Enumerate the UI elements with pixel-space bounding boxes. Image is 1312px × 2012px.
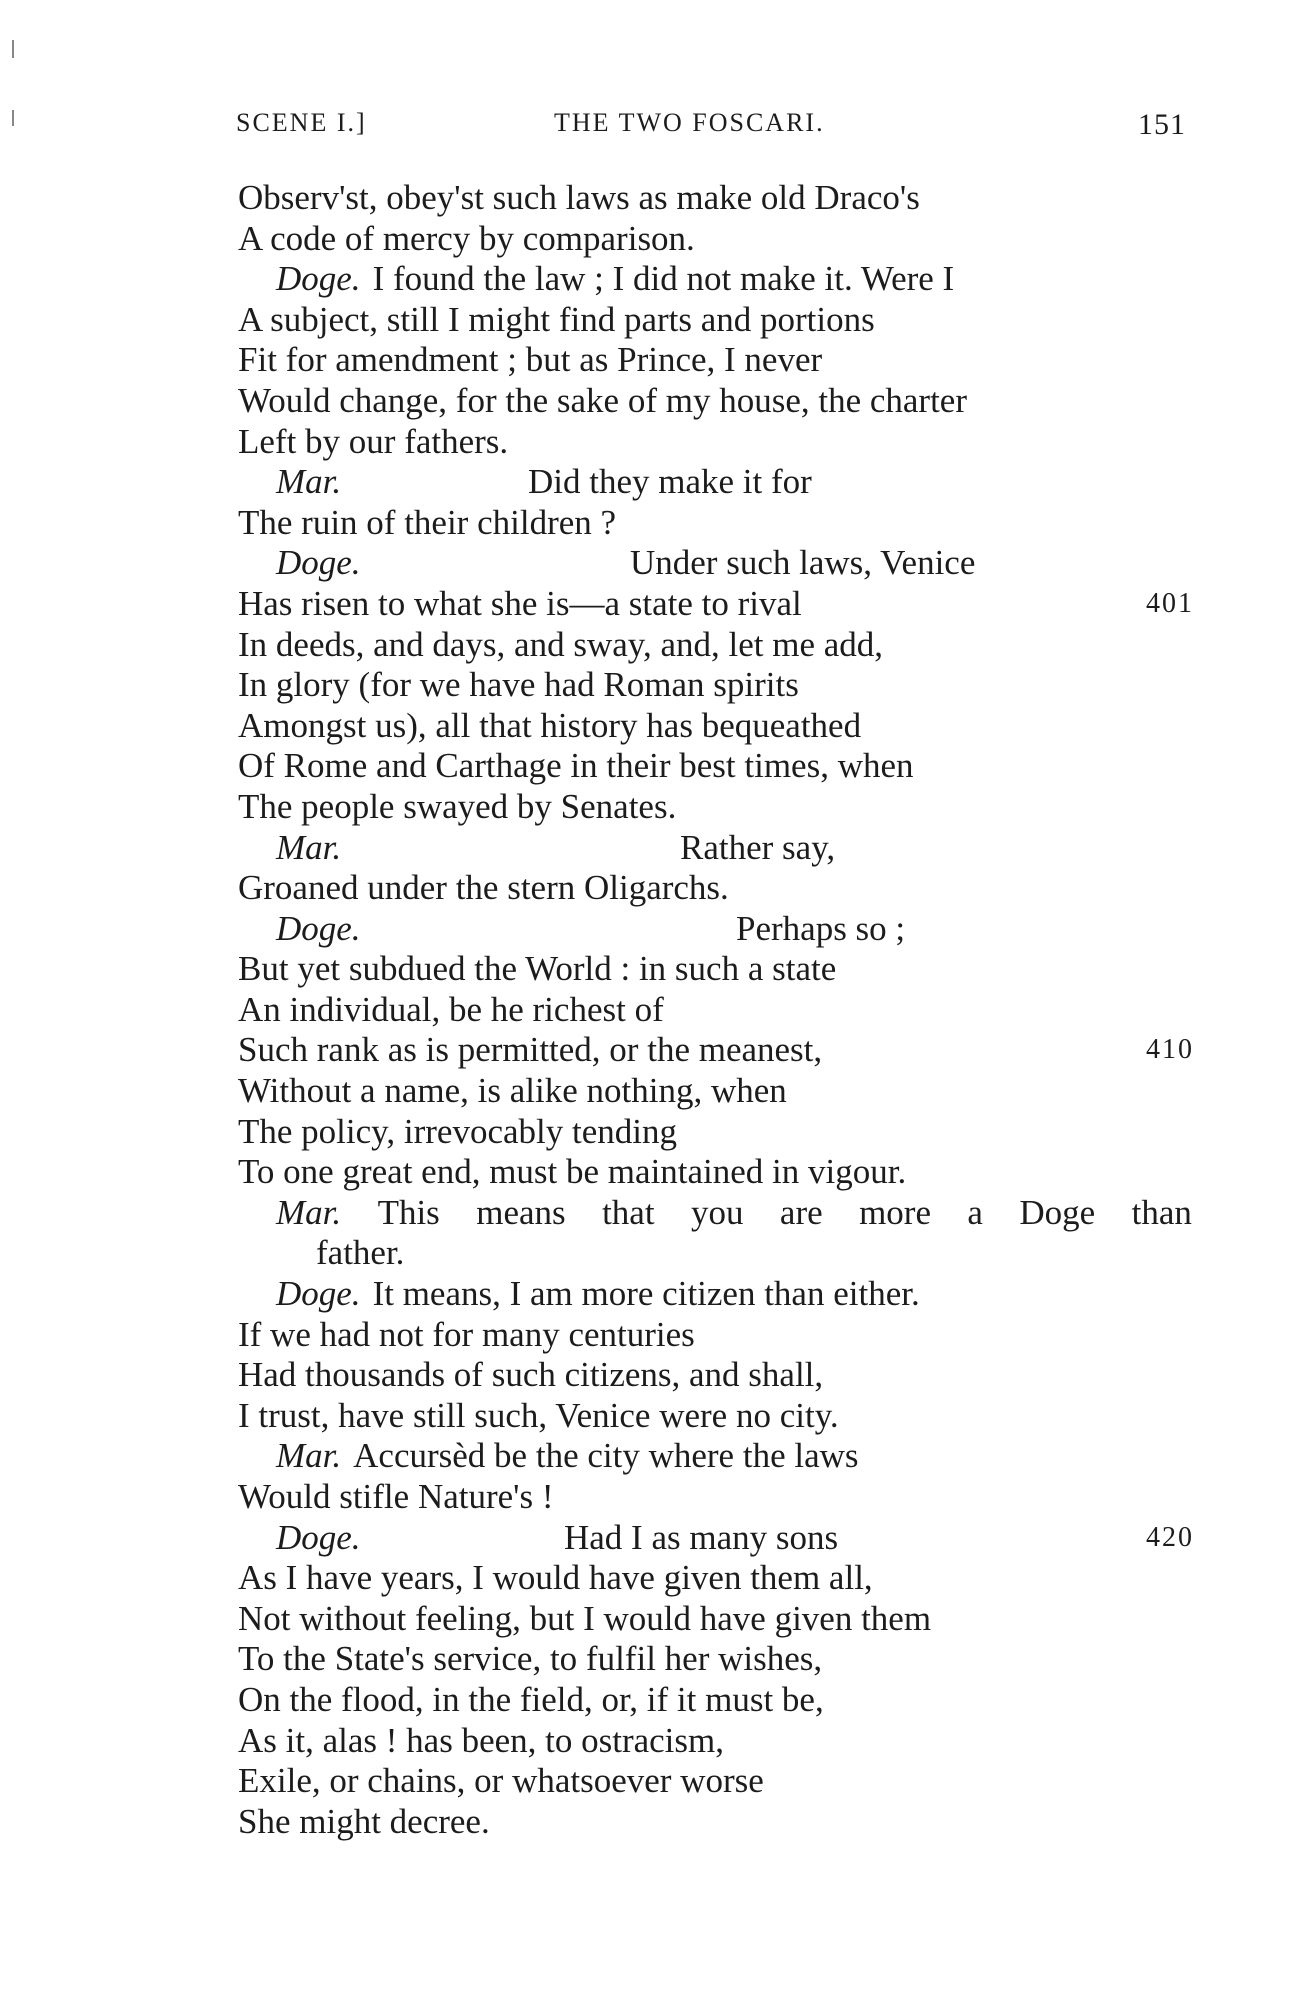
line-text: Would change, for the sake of my house, the charter <box>238 380 968 420</box>
line-text: Did they make it for <box>528 462 812 502</box>
verse-line <box>238 706 1198 747</box>
line-text: Had thousands of such citizens, and shall, <box>238 1355 824 1395</box>
verse-line <box>238 1558 1198 1599</box>
word: means <box>476 1192 566 1232</box>
speaker-name: Mar. <box>276 1192 342 1232</box>
verse-line <box>238 462 1198 503</box>
verse-line <box>238 1721 1198 1762</box>
margin-mark <box>12 110 14 126</box>
line-text: The policy, irrevocably tending <box>238 1111 677 1151</box>
verse-line <box>238 178 1198 219</box>
word: that <box>602 1192 655 1232</box>
verse-line <box>238 1274 1198 1315</box>
speaker-name: Doge. <box>276 908 361 948</box>
verse-line <box>238 1233 1198 1274</box>
line-text: Had I as many sons <box>564 1517 839 1557</box>
line-number: 410 <box>1146 1034 1194 1066</box>
line-text: I trust, have still such, Venice were no city. <box>238 1395 839 1435</box>
verse-line <box>238 219 1198 260</box>
line-text: Not without feeling, but I would have given them <box>238 1598 932 1638</box>
running-title: THE TWO FOSCARI. <box>554 108 825 137</box>
speaker-name: Doge. <box>276 1274 361 1314</box>
line-text: Observ'st, obey'st such laws as make old Draco's <box>238 178 920 217</box>
line-text: It means, I am more citizen than either. <box>372 1274 920 1314</box>
line-text: I found the law ; I did not make it. Were I <box>372 259 955 299</box>
speaker-name: Mar. <box>276 462 342 502</box>
verse-line <box>238 1030 1198 1071</box>
verse-line <box>238 422 1198 463</box>
line-text: In glory (for we have had Roman spirits <box>238 665 799 705</box>
line-text: In deeds, and days, and sway, and, let me add, <box>238 624 884 664</box>
line-text: Such rank as is permitted, or the meanest, <box>238 1030 823 1070</box>
verse-line <box>238 868 1198 909</box>
line-text: Left by our fathers. <box>238 421 509 461</box>
speaker-name: Mar. <box>276 1436 342 1476</box>
verse-line <box>238 1518 1198 1559</box>
verse-line <box>238 828 1198 869</box>
line-text: A code of mercy by comparison. <box>238 218 695 258</box>
verse-line <box>238 1112 1198 1153</box>
line-text: Has risen to what she is—a state to rival <box>238 583 802 623</box>
verse-line <box>238 1193 1198 1234</box>
line-text: Amongst us), all that history has bequeathed <box>238 705 862 745</box>
line-text: She might decree. <box>238 1801 490 1841</box>
verse-line <box>238 259 1198 300</box>
line-text: The ruin of their children ? <box>238 502 617 542</box>
line-text: On the flood, in the field, or, if it must be, <box>238 1679 824 1719</box>
word: are <box>779 1192 823 1232</box>
verse-line <box>238 1802 1198 1843</box>
speaker-name: Mar. <box>276 827 342 867</box>
line-text: Rather say, <box>680 827 836 867</box>
verse-line <box>238 1761 1198 1802</box>
line-number: 401 <box>1146 587 1194 619</box>
verse-line <box>238 1477 1198 1518</box>
verse-line <box>238 1355 1198 1396</box>
verse-line <box>238 1436 1198 1477</box>
page-number: 151 <box>1138 108 1186 141</box>
verse-text <box>238 178 1198 1842</box>
verse-line <box>238 1396 1198 1437</box>
verse-line <box>238 909 1198 950</box>
word: a <box>967 1192 983 1232</box>
line-text: Perhaps so ; <box>736 908 906 948</box>
line-text: A subject, still I might find parts and portions <box>238 299 875 339</box>
verse-line <box>238 1152 1198 1193</box>
word: This <box>377 1192 440 1232</box>
verse-line <box>238 1680 1198 1721</box>
verse-line <box>238 503 1198 544</box>
running-header <box>236 108 1186 148</box>
verse-line <box>238 381 1198 422</box>
word: you <box>690 1192 744 1232</box>
scene-label: SCENE I.] <box>236 108 367 137</box>
line-text: Exile, or chains, or whatsoever worse <box>238 1761 764 1801</box>
verse-line <box>238 543 1198 584</box>
verse-line <box>238 787 1198 828</box>
line-text: Would stifle Nature's ! <box>238 1477 554 1516</box>
word: than <box>1131 1192 1192 1232</box>
line-text: Fit for amendment ; but as Prince, I never <box>238 340 823 380</box>
line-number: 420 <box>1146 1521 1194 1553</box>
verse-line <box>238 1639 1198 1680</box>
verse-line <box>238 949 1198 990</box>
word: more <box>859 1192 931 1232</box>
word: Doge <box>1019 1192 1096 1232</box>
speaker-name: Doge. <box>276 259 361 299</box>
verse-line <box>238 665 1198 706</box>
line-text: father. <box>316 1233 405 1273</box>
verse-line <box>238 340 1198 381</box>
speaker-name: Doge. <box>276 543 361 583</box>
line-text: Without a name, is alike nothing, when <box>238 1071 787 1111</box>
verse-line <box>238 584 1198 625</box>
line-text: Accursèd be the city where the laws <box>353 1436 859 1476</box>
line-text: Groaned under the stern Oligarchs. <box>238 868 729 908</box>
line-text: As I have years, I would have given them all, <box>238 1558 873 1598</box>
margin-mark <box>12 40 14 58</box>
line-text: To the State's service, to fulfil her wishes, <box>238 1639 823 1679</box>
verse-line <box>238 1315 1198 1356</box>
line-text: If we had not for many centuries <box>238 1314 695 1354</box>
line-text: But yet subdued the World : in such a state <box>238 949 837 989</box>
verse-line <box>238 1071 1198 1112</box>
line-text: Of Rome and Carthage in their best times, when <box>238 746 914 786</box>
line-text: To one great end, must be maintained in vigour. <box>238 1152 907 1192</box>
line-text: As it, alas ! has been, to ostracism, <box>238 1720 725 1760</box>
speaker-name: Doge. <box>276 1517 361 1557</box>
line-text: Under such laws, Venice <box>630 543 976 583</box>
verse-line <box>238 625 1198 666</box>
line-text: An individual, be he richest of <box>238 989 664 1029</box>
verse-line <box>238 990 1198 1031</box>
justified-line <box>276 1193 1192 1234</box>
line-text: The people swayed by Senates. <box>238 786 677 826</box>
verse-line <box>238 300 1198 341</box>
verse-line <box>238 1599 1198 1640</box>
verse-line <box>238 746 1198 787</box>
